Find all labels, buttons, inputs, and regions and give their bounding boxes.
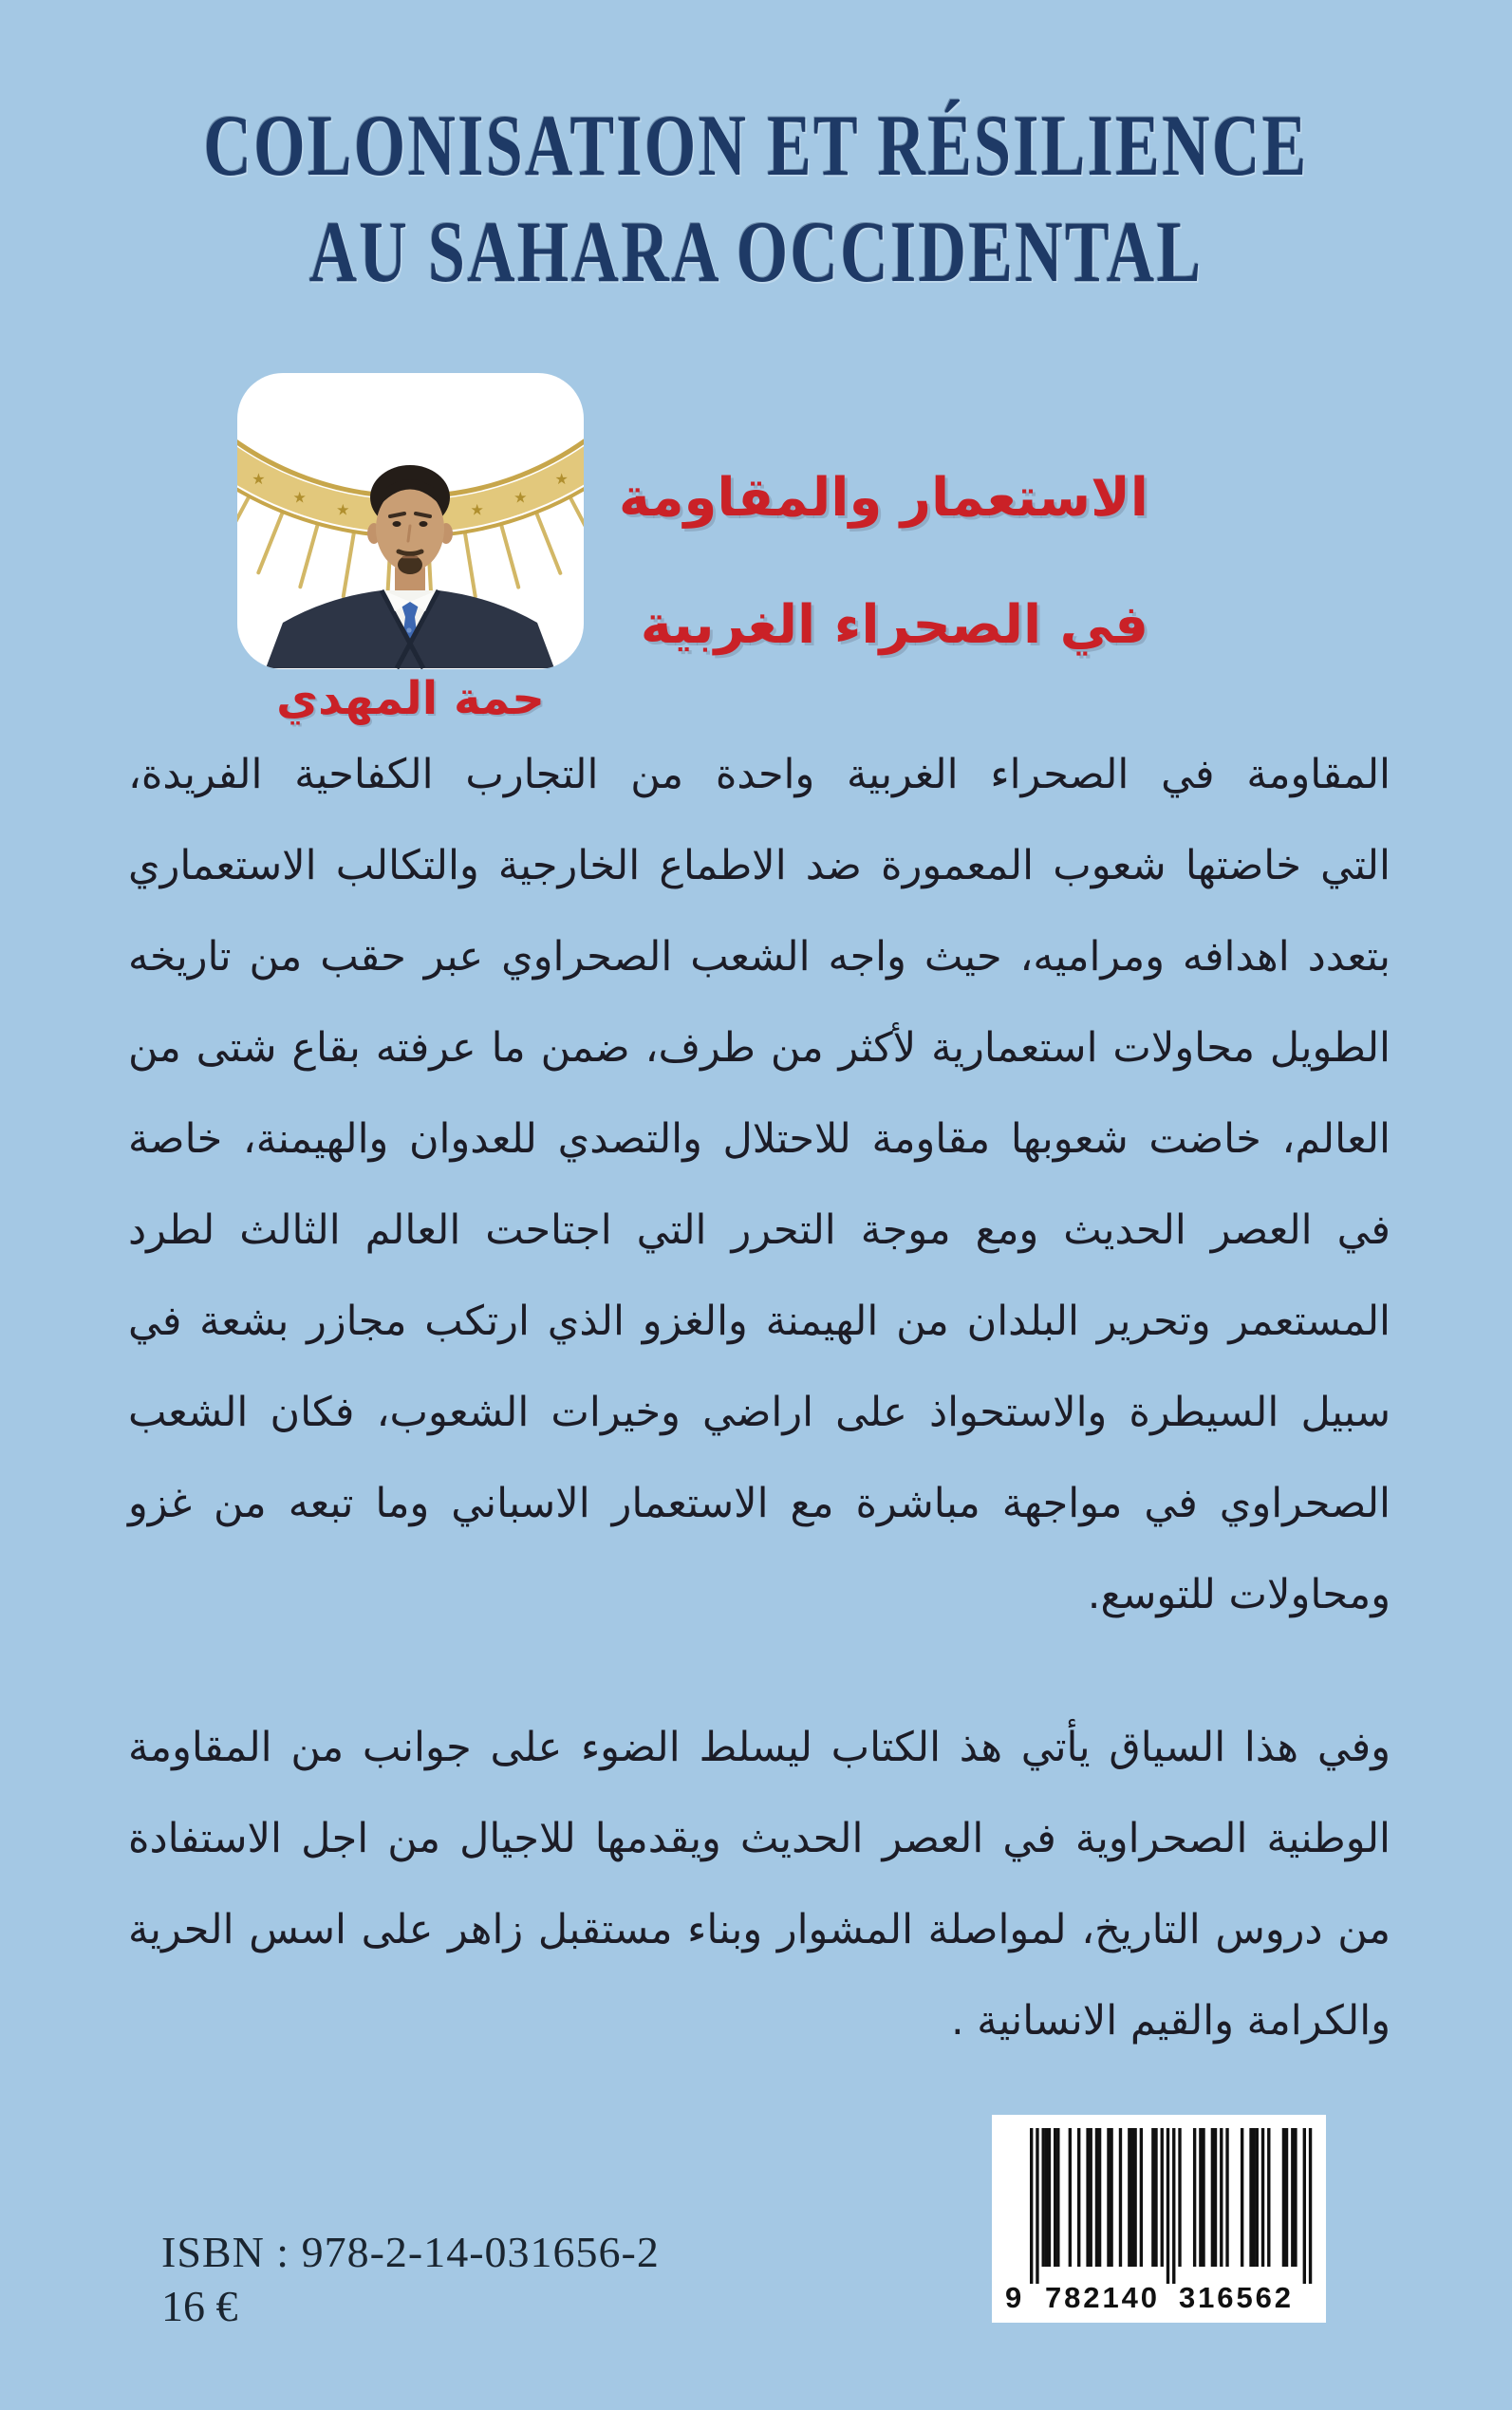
barcode-svg [992, 2115, 1326, 2323]
author-name: حمة المهدي [276, 672, 545, 725]
french-title-line2: AU SAHARA OCCIDENTAL [308, 203, 1204, 300]
synopsis-line: الوطنية الصحراوية في العصر الحديث ويقدمها للاجيال من اجل الاستفادة [128, 1815, 1391, 1862]
svg-text:★: ★ [554, 472, 569, 489]
synopsis-paragraph-2 [128, 1702, 1391, 2066]
isbn-text: ISBN : 978-2-14-031656-2 [161, 2228, 660, 2276]
svg-text:★: ★ [470, 502, 484, 519]
svg-text:★: ★ [292, 490, 307, 507]
synopsis-line: وفي هذا السياق يأتي هذ الكتاب ليسلط الضوء على جوانب من المقاومة [128, 1724, 1391, 1771]
synopsis [128, 729, 1391, 2066]
arabic-title-line1: الاستعمار والمقاومة [618, 467, 1148, 529]
price-text: 16 € [161, 2282, 238, 2330]
synopsis-line: من دروس التاريخ، لمواصلة المشوار وبناء مستقبل زاهر على اسس الحرية [128, 1906, 1391, 1953]
synopsis-line: ومحاولات للتوسع. [1087, 1571, 1391, 1618]
synopsis-line: المستعمر وتحرير البلدان من الهيمنة والغزو الذي ارتكب مجازر بشعة في [128, 1298, 1391, 1345]
french-title-line1: COLONISATION ET RÉSILIENCE [203, 97, 1309, 194]
synopsis-paragraph-1 [128, 729, 1391, 1640]
arabic-title-line2: في الصحراء الغربية [640, 594, 1148, 656]
barcode-digits-right: 316562 [1179, 2281, 1291, 2314]
author-photo-image [237, 373, 584, 669]
synopsis-line: العالم، خاضت شعوبها مقاومة للاحتلال والتصدي للعدوان والهيمنة، خاصة [128, 1115, 1391, 1163]
synopsis-line: المقاومة في الصحراء الغربية واحدة من التجارب الكفاحية الفريدة، [128, 751, 1391, 798]
author-photo-card [237, 373, 584, 669]
svg-text:★: ★ [513, 490, 528, 507]
barcode-digits-left: 782140 [1045, 2281, 1157, 2314]
synopsis-line: في العصر الحديث ومع موجة التحرر التي اجتاحت العالم الثالث لطرد [128, 1206, 1391, 1254]
french-title [0, 98, 1512, 299]
synopsis-line: التي خاضتها شعوب المعمورة ضد الاطماع الخارجية والتكالب الاستعماري [128, 842, 1391, 889]
synopsis-line: سبيل السيطرة والاستحواذ على اراضي وخيرات الشعوب، فكان الشعب [128, 1389, 1391, 1436]
svg-text:★: ★ [336, 502, 350, 519]
synopsis-line: الطويل محاولات استعمارية لأكثر من طرف، ضمن ما عرفته بقاع شتى من [128, 1024, 1391, 1072]
barcode-digit-lead: 9 [1005, 2281, 1022, 2314]
synopsis-line: الصحراوي في مواجهة مباشرة مع الاستعمار الاسباني وما تبعه من غزو [128, 1480, 1391, 1527]
barcode-bars [1030, 2128, 1312, 2284]
synopsis-line: والكرامة والقيم الانسانية . [950, 1997, 1391, 2045]
synopsis-line: بتعدد اهدافه ومراميه، حيث واجه الشعب الصحراوي عبر حقب من تاريخه [128, 933, 1391, 981]
svg-text:★: ★ [252, 472, 266, 489]
barcode [992, 2115, 1326, 2323]
arabic-title [618, 461, 1148, 663]
